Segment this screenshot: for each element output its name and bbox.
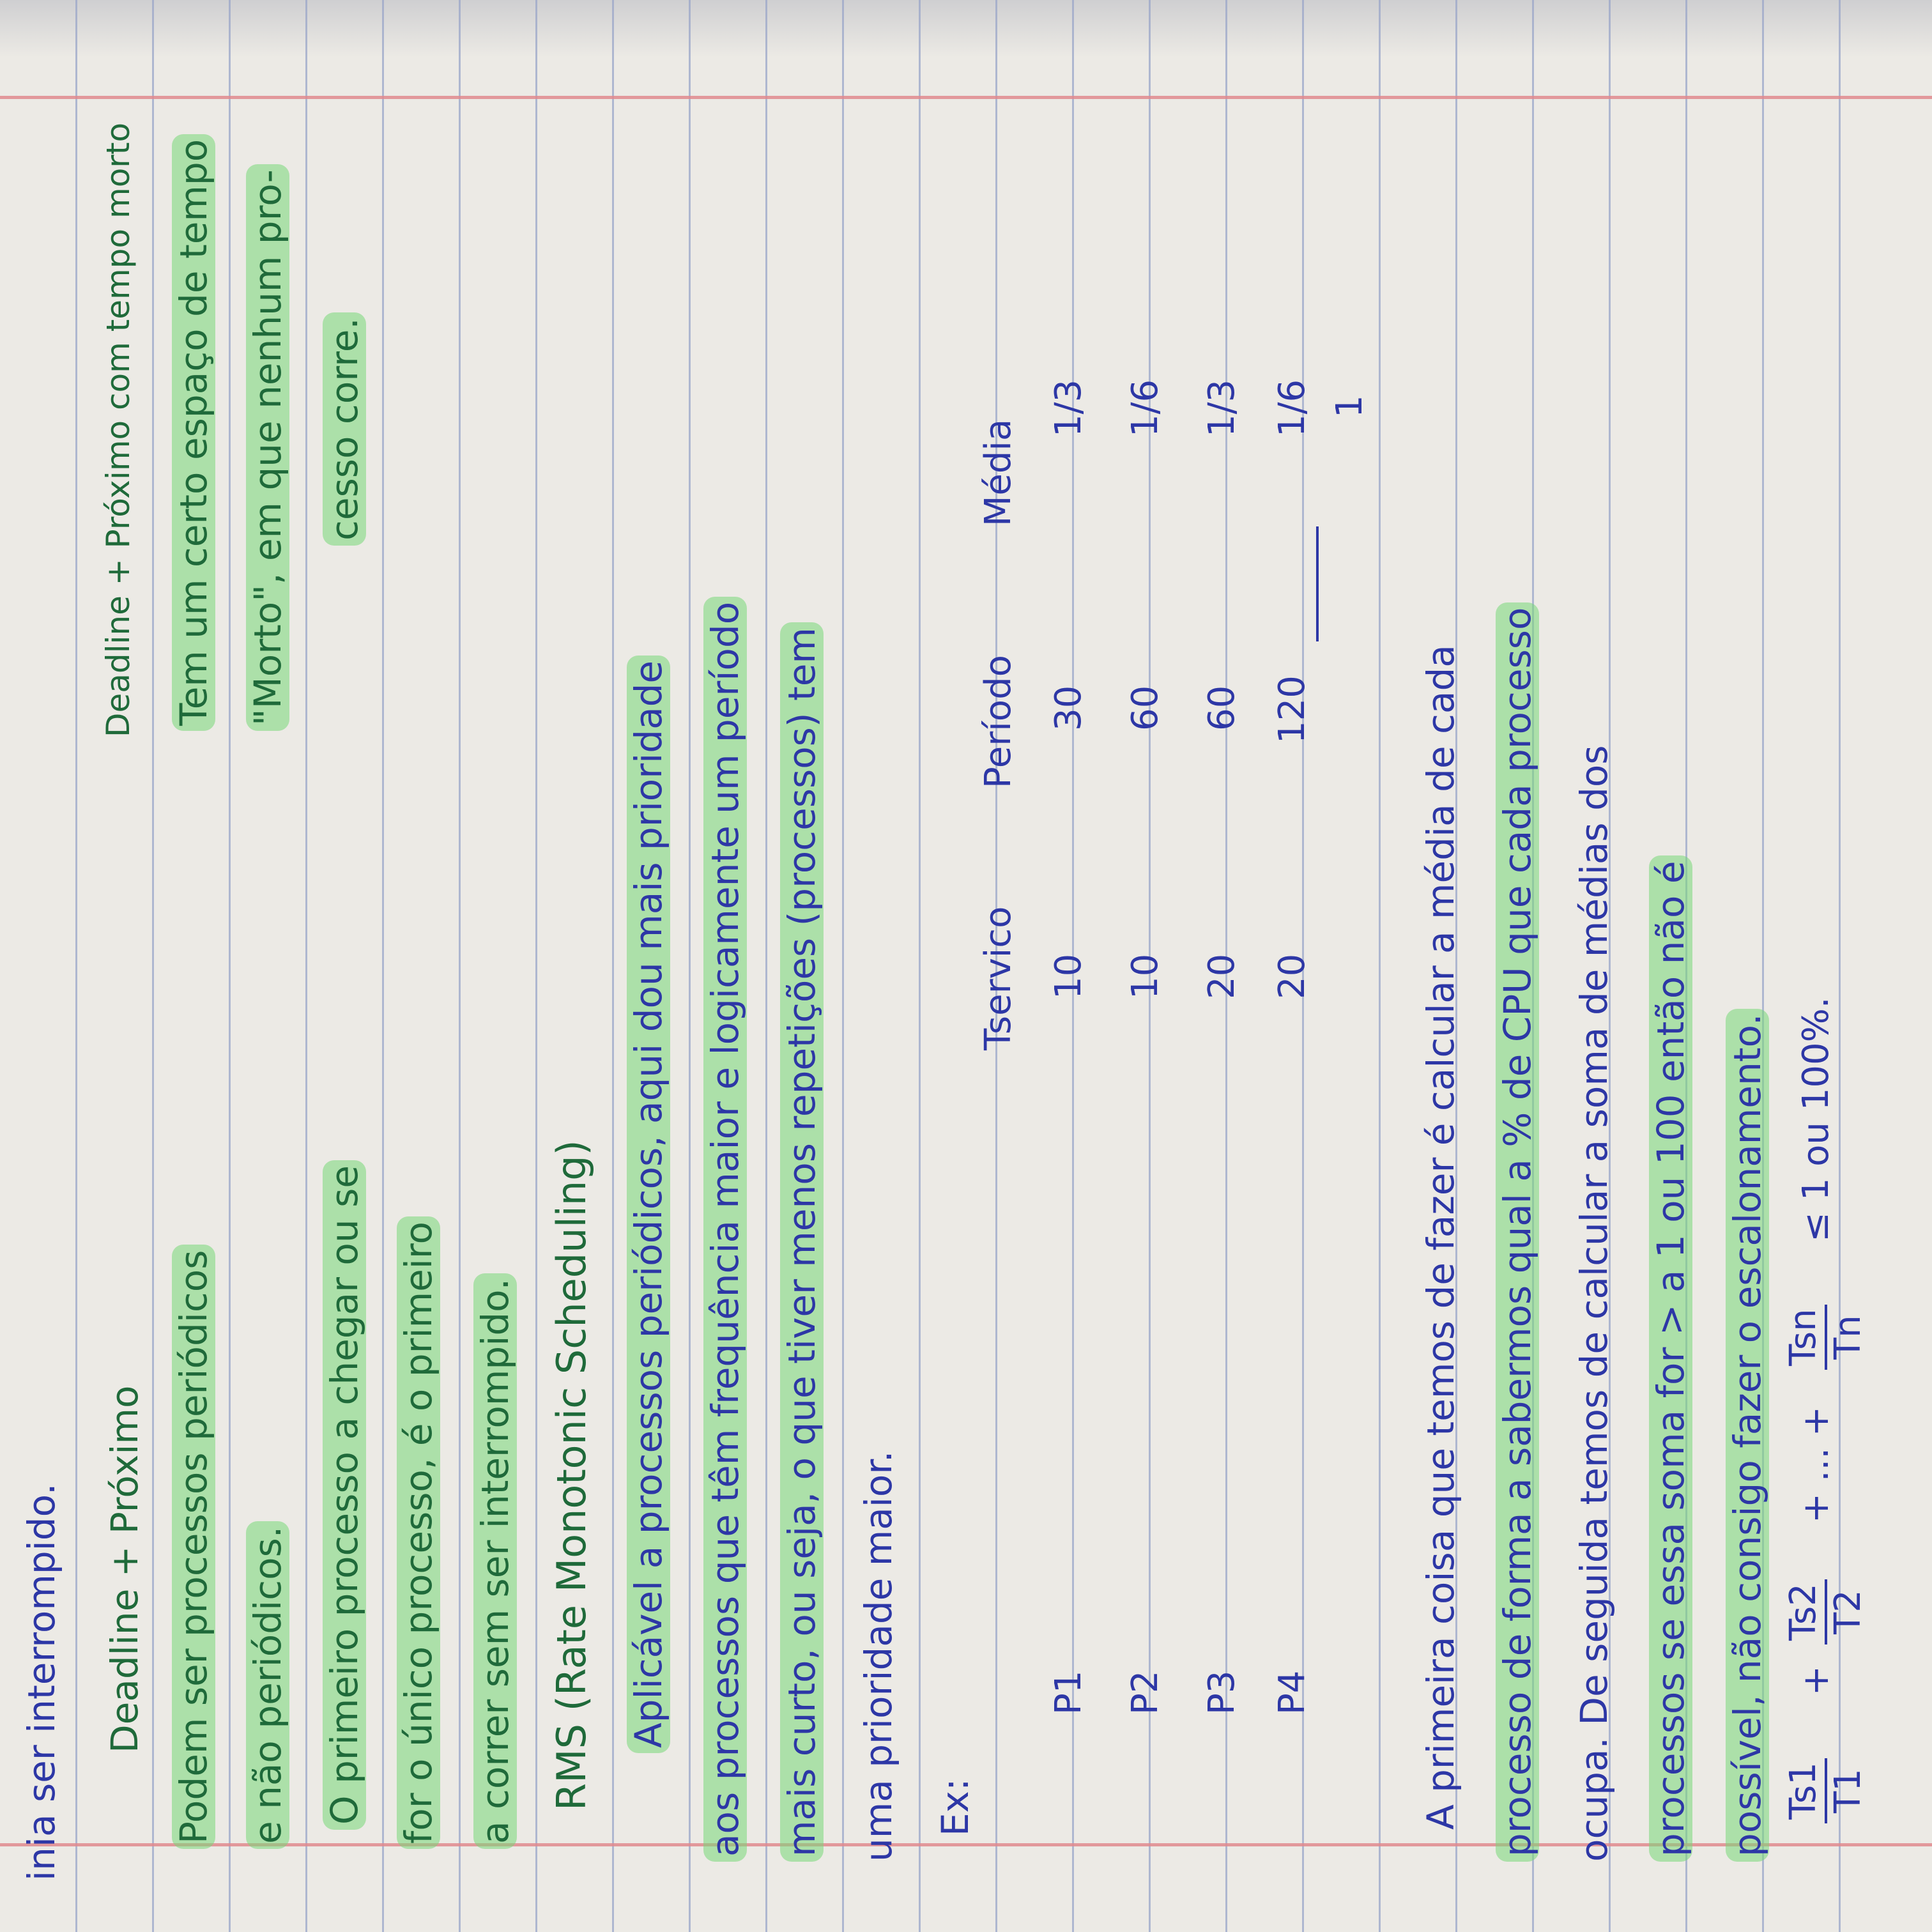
note-line: e não periódicos. — [246, 1521, 289, 1849]
table-cell: 10 — [1048, 953, 1089, 999]
fraction-denominator: Tn — [1827, 1315, 1869, 1360]
table-cell: P1 — [1048, 1670, 1089, 1715]
note-line: uma prioridade maior. — [857, 1450, 900, 1862]
table-cell: 10 — [1124, 953, 1166, 999]
fraction-denominator: T1 — [1827, 1768, 1869, 1814]
fraction-denominator: T2 — [1827, 1590, 1869, 1635]
table-cell: 1/3 — [1201, 379, 1243, 437]
table-cell: 20 — [1271, 953, 1313, 999]
table-cell: 60 — [1124, 685, 1166, 731]
plus-sign: + — [1795, 1666, 1837, 1696]
note-line: A primeira coisa que temos de fazer é calcular a média de cada — [1419, 645, 1462, 1830]
fraction-numerator: Ts2 — [1782, 1579, 1827, 1644]
ellipsis: + ... + — [1795, 1406, 1837, 1523]
table-cell: P3 — [1201, 1670, 1243, 1715]
note-line: inia ser interrompido. — [20, 1483, 63, 1881]
note-line: for o único processo, é o primeiro — [397, 1216, 440, 1849]
note-line: mais curto, ou seja, o que tiver menos repetições (processos) tem — [780, 622, 824, 1862]
table-header: Período — [977, 655, 1019, 788]
note-line: aos processos que têm frequência maior e logicamente um período — [703, 597, 747, 1862]
note-line: possível, não consigo fazer o escalonamento. — [1726, 1009, 1769, 1862]
table-cell: 120 — [1271, 675, 1313, 744]
rms-title: RMS (Rate Monotonic Scheduling) — [548, 1140, 595, 1811]
fraction-numerator: Ts1 — [1782, 1758, 1827, 1823]
note-line: processos se essa soma for > a 1 ou 100 então não é — [1649, 855, 1692, 1862]
table-cell: 20 — [1201, 953, 1243, 999]
note-line: Aplicável a processos periódicos, aqui dou mais prioridade — [627, 656, 670, 1753]
note-line: cesso corre. — [323, 312, 366, 546]
table-cell: 1/3 — [1048, 379, 1089, 437]
table-total: 1 — [1329, 395, 1370, 418]
note-line: Deadline + Próximo — [103, 1385, 146, 1753]
formula-fraction — [1782, 1579, 1869, 1644]
fraction-numerator: Tsn — [1782, 1305, 1827, 1370]
note-line: Tem um certo espaço de tempo — [172, 134, 215, 731]
formula-fraction — [1782, 1758, 1869, 1823]
formula-condition: ≤ 1 ou 100%. — [1795, 997, 1837, 1242]
table-cell: P2 — [1124, 1670, 1166, 1715]
table-cell: 30 — [1048, 685, 1089, 731]
note-line: ocupa. De seguida temos de calcular a soma de médias dos — [1572, 745, 1616, 1862]
note-line: Podem ser processos periódicos — [172, 1245, 215, 1849]
table-header: Tservico — [977, 906, 1019, 1050]
example-label: Ex: — [933, 1778, 977, 1836]
sum-line — [1316, 526, 1319, 641]
note-line: a correr sem ser interrompido. — [473, 1273, 517, 1849]
table-cell: 1/6 — [1271, 379, 1313, 437]
table-cell: 60 — [1201, 685, 1243, 731]
table-header: Média — [977, 418, 1019, 526]
formula-fraction — [1782, 1305, 1869, 1370]
note-line: "Morto", em que nenhum pro- — [246, 164, 289, 731]
note-line: O primeiro processo a chegar ou se — [323, 1160, 366, 1830]
note-line: processo de forma a sabermos qual a % de CPU que cada processo — [1496, 602, 1539, 1862]
table-cell: P4 — [1271, 1670, 1313, 1715]
table-cell: 1/6 — [1124, 379, 1166, 437]
note-line: Deadline + Próximo com tempo morto — [100, 122, 137, 737]
